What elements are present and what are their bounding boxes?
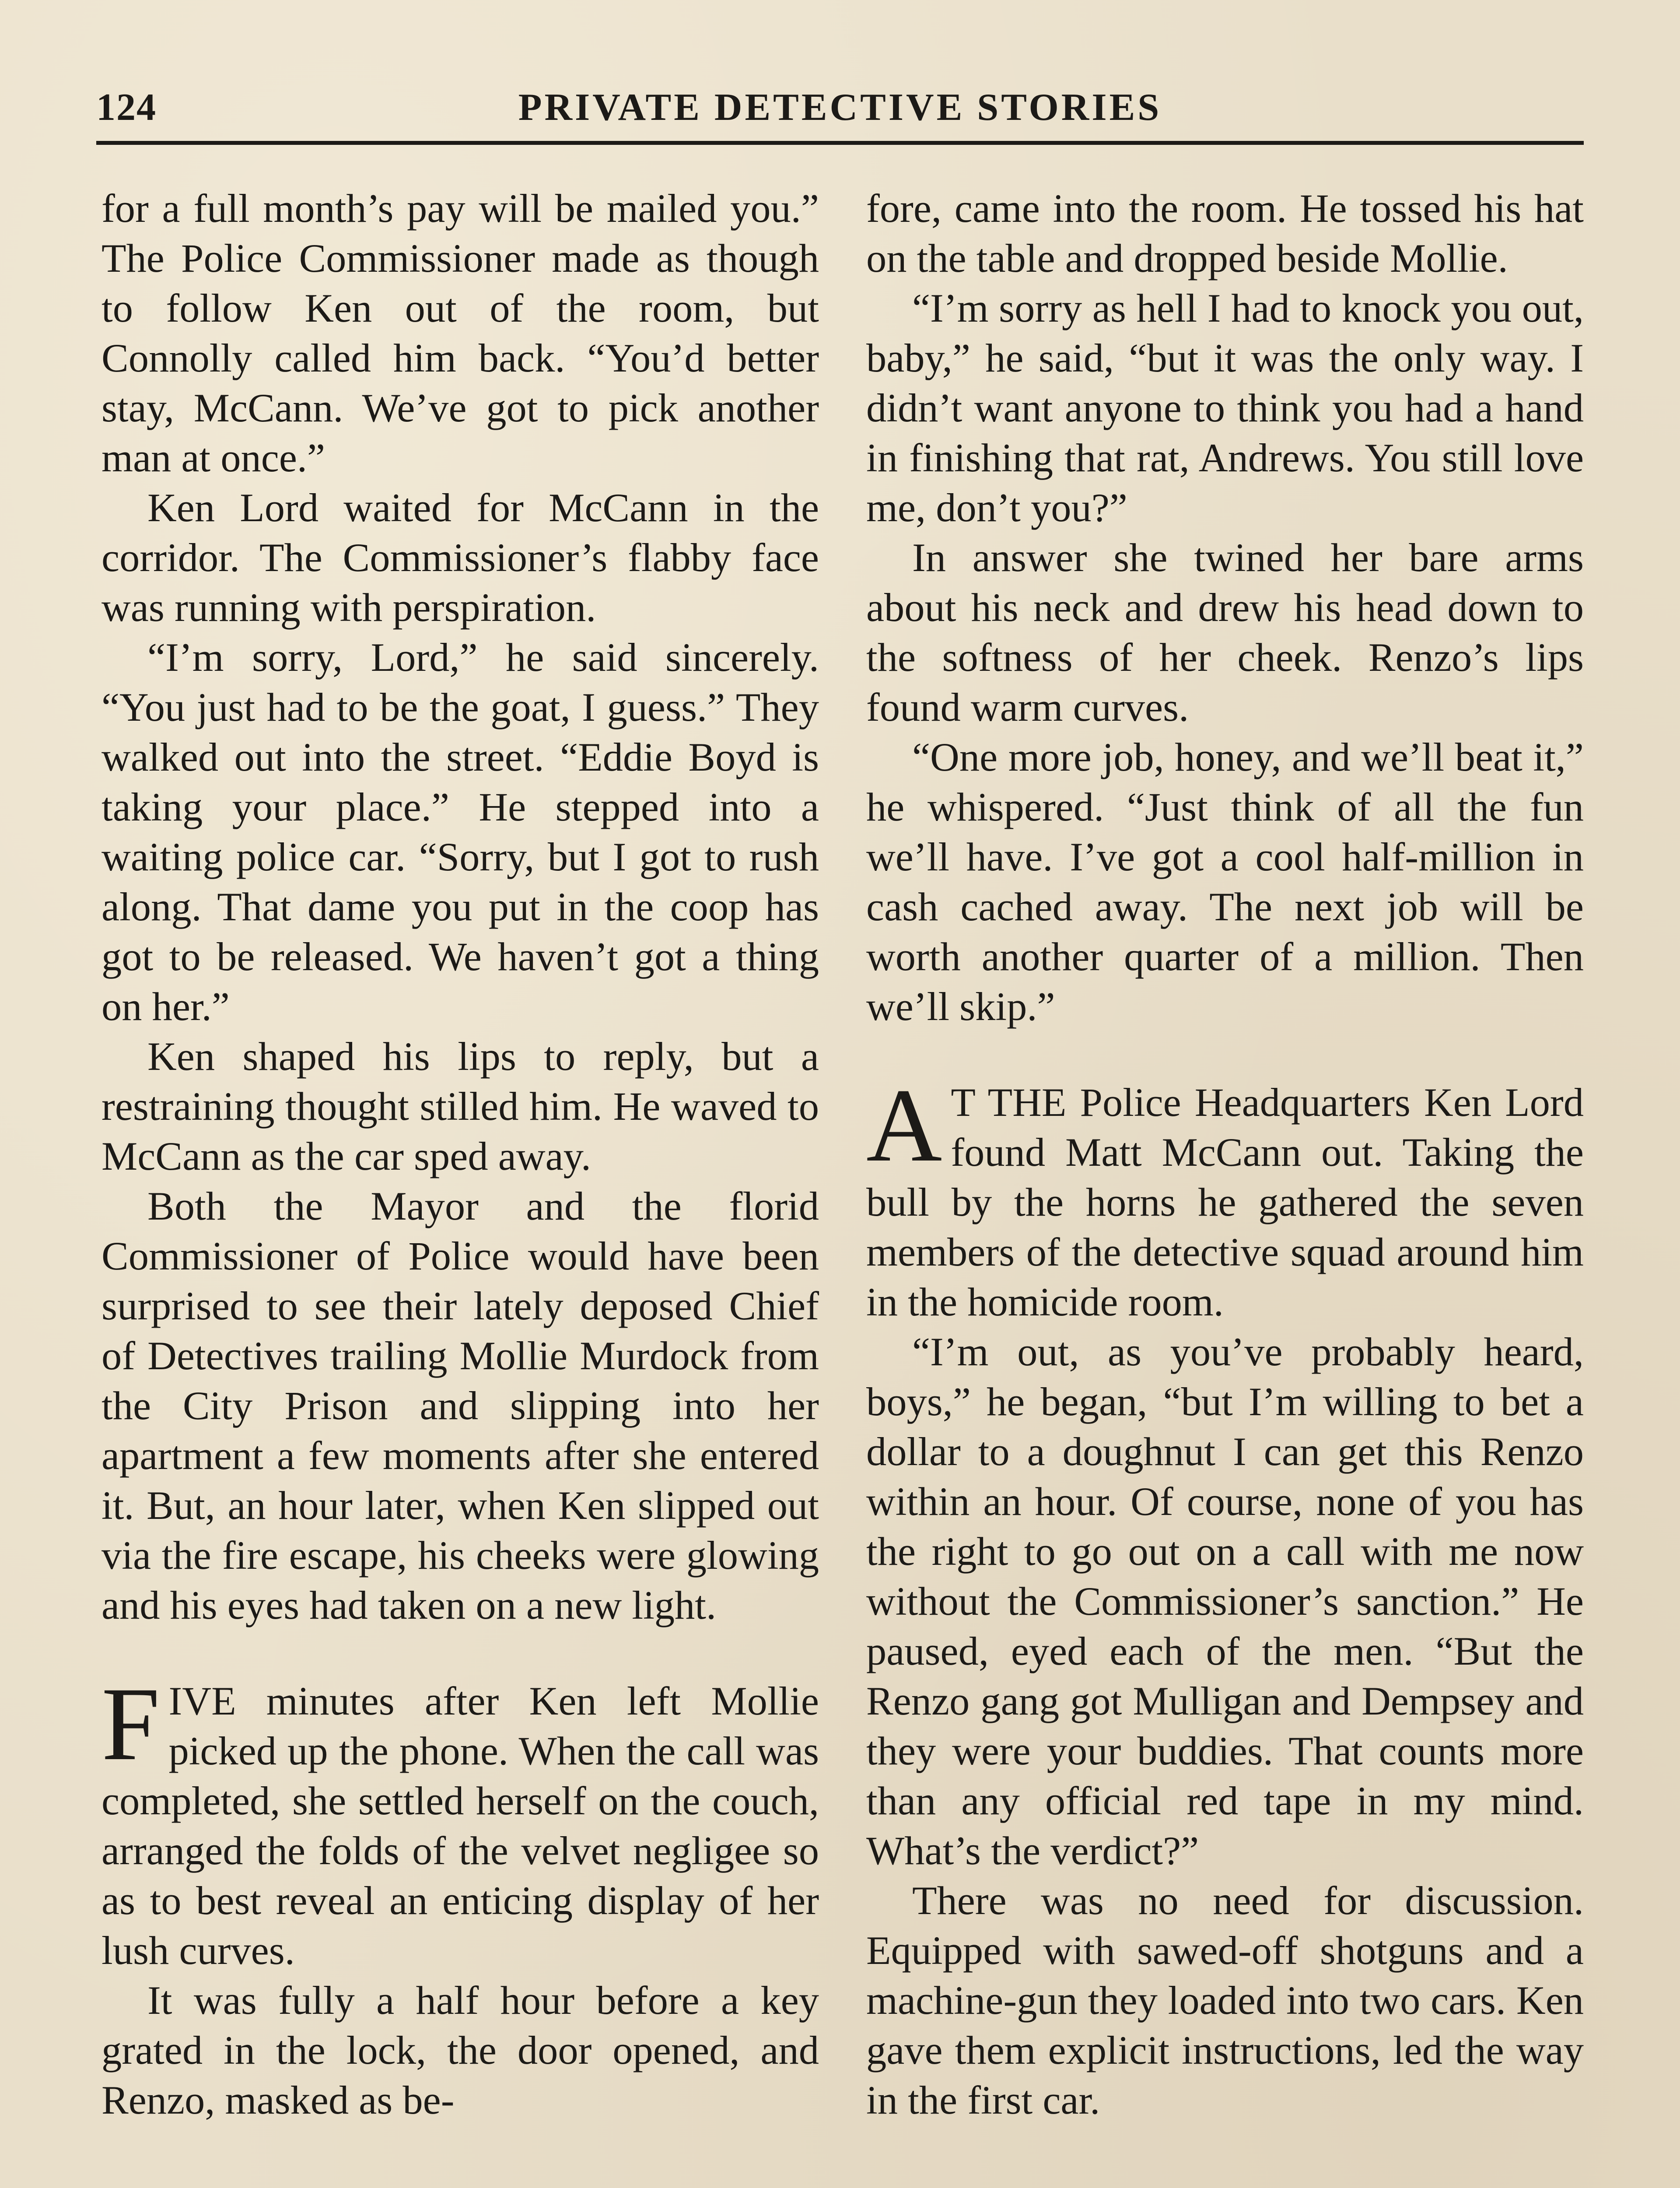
paragraph: “I’m sorry, Lord,” he said sincerely. “You just had to be the goat, I guess.” They walked out into the street. “Eddie Boyd is taking your place.” He stepped into a waiting police car. “Sorry, but I got to rush along. That dame you put in the coop has got to be released. We haven’t got a thing on her.” [102, 635, 819, 1029]
paragraph: for a full month’s pay will be mailed you.” The Police Commissioner made as though to follow Ken out of the room, but Connolly called him back. “You’d better stay, McCann. We’ve got to pick another man at once.” [102, 186, 819, 480]
running-title: PRIVATE DETECTIVE STORIES [518, 86, 1162, 129]
paragraph: There was no need for discussion. Equipped with sawed-off shotguns and a machine-gun they loaded into two cars. Ken gave them explicit instructions, led the way in the first car. [866, 1879, 1584, 2123]
section-opening-paragraph [102, 1666, 819, 1976]
paragraph: In answer she twined her bare arms about his neck and drew his head down to the softness of her cheek. Renzo’s lips found warm curves. [866, 536, 1584, 730]
drop-cap: A [866, 1067, 942, 1183]
paragraph: Ken Lord waited for McCann in the corridor. The Commissioner’s flabby face was running with perspiration. [102, 486, 819, 630]
section-opening-text: IVE minutes after Ken left Mollie picked up the phone. When the call was completed, she settled herself on the couch, arranged the folds of the velvet negligee so as to best reveal an enticing display of her lush curves. [102, 1679, 819, 1973]
page-header [96, 81, 1584, 138]
paragraph: “I’m sorry as hell I had to knock you out, baby,” he said, “but it was the only way. I didn’t want anyone to think you had a hand in finishing that rat, Andrews. You still love me, don’t you?” [866, 286, 1584, 530]
drop-cap: F [102, 1666, 160, 1782]
section-opening-paragraph [866, 1067, 1584, 1327]
paragraph: “I’m out, as you’ve probably heard, boys,” he began, “but I’m willing to bet a dollar to a doughnut I can get this Renzo within an hour. Of course, none of you has the right to go out on a call with me now without the Commissioner’s sanction.” He paused, eyed each of the men. “But the Renzo gang got Mulligan and Dempsey and they were your buddies. That counts more than any official red tape in my mind. What’s the verdict?” [866, 1330, 1584, 1873]
paragraph: fore, came into the room. He tossed his hat on the table and dropped beside Mollie. [866, 186, 1584, 281]
section-opening-text: T THE Police Headquarters Ken Lord found Matt McCann out. Taking the bull by the horns he gathered the seven members of the detective squad around him in the homicide room. [866, 1080, 1584, 1325]
paragraph: Ken shaped his lips to reply, but a restraining thought stilled him. He waved to McCann as the car sped away. [102, 1034, 819, 1179]
paragraph: “One more job, honey, and we’ll beat it,” he whispered. “Just think of all the fun we’ll have. I’ve got a cool half-million in cash cached away. The next job will be worth another quarter of a million. Then we’ll skip.” [866, 735, 1584, 1029]
paragraph: Both the Mayor and the florid Commissioner of Police would have been surprised to see their lately deposed Chief of Detectives trailing Mollie Murdock from the City Prison and slipping into her apartment a few moments after she entered it. But, an hour later, when Ken slipped out via the fire escape, his cheeks were glowing and his eyes had taken on a new light. [102, 1184, 819, 1628]
paragraph: It was fully a half hour before a key grated in the lock, the door opened, and Renzo, masked as be- [102, 1978, 819, 2123]
page-number: 124 [96, 86, 157, 129]
right-column [866, 184, 1584, 2125]
header-rule [96, 141, 1584, 145]
left-column [102, 184, 819, 2125]
